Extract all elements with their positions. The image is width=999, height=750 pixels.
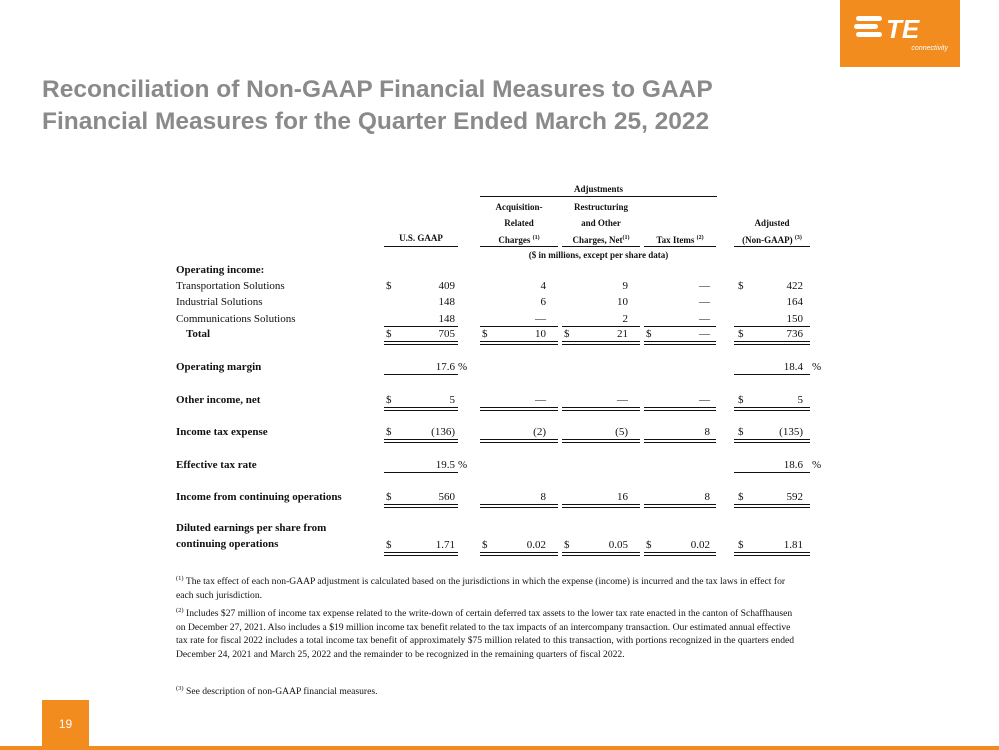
income-tax-gaap: (136)	[431, 426, 455, 438]
subtotal-rule	[480, 326, 558, 327]
header-rule-tax	[644, 246, 716, 247]
comms-gaap: 148	[438, 313, 455, 325]
col-header-acq-line2: Related	[504, 218, 534, 228]
value-double-rule	[734, 407, 810, 411]
subtotal-rule	[562, 326, 640, 327]
value-double-rule	[384, 439, 458, 443]
logo-subtext: connectivity	[911, 45, 948, 52]
percent-sign: %	[812, 361, 822, 373]
dollar-sign: $	[564, 328, 570, 340]
header-rule-rest	[562, 246, 640, 247]
industrial-adj: 164	[786, 296, 803, 308]
industrial-gaap: 148	[438, 296, 455, 308]
cont-ops-acq: 8	[540, 491, 546, 503]
col-header-rest-line1: Restructuring	[574, 202, 628, 212]
comms-acq: —	[535, 313, 546, 325]
transport-acq: 4	[540, 280, 546, 292]
header-rule-adj	[734, 246, 810, 247]
row-label-operating-margin: Operating margin	[176, 361, 262, 373]
total-acq: 10	[535, 328, 546, 340]
other-income-acq: —	[535, 394, 546, 406]
te-connectivity-logo	[840, 0, 960, 67]
value-double-rule	[562, 407, 640, 411]
cont-ops-tax: 8	[704, 491, 710, 503]
op-margin-gaap: 17.6	[435, 361, 455, 373]
dollar-sign: $	[386, 394, 392, 406]
subtotal-rule	[734, 326, 810, 327]
industrial-rest: 10	[617, 296, 628, 308]
units-note: ($ in millions, except per share data)	[528, 250, 669, 260]
header-rule-gaap	[384, 246, 458, 247]
row-label-transportation: Transportation Solutions	[176, 280, 285, 292]
footnote-3: $^{(3)}$ See description of non-GAAP financial measures.	[176, 685, 378, 698]
other-income-tax: —	[699, 394, 710, 406]
total-rest: 21	[617, 328, 628, 340]
value-rule	[384, 374, 458, 375]
value-double-rule	[480, 407, 558, 411]
eff-tax-adj: 18.6	[783, 459, 803, 471]
value-rule	[734, 472, 810, 473]
header-rule-acq	[480, 246, 558, 247]
transport-rest: 9	[622, 280, 628, 292]
income-tax-acq: (2)	[533, 426, 546, 438]
dollar-sign: $	[386, 539, 392, 551]
row-label-effective-tax-rate: Effective tax rate	[176, 459, 257, 471]
value-double-rule	[480, 439, 558, 443]
bottom-accent-rule	[0, 746, 999, 750]
dollar-sign: $	[646, 328, 652, 340]
cont-ops-gaap: 560	[438, 491, 455, 503]
cont-ops-rest: 16	[617, 491, 628, 503]
value-rule	[384, 472, 458, 473]
footnote-1: $^{(1)}$ The tax effect of each non-GAAP adjustment is calculated based on the jurisdictions in which the expense (income) is incurred and the tax laws in effect for each such jurisdiction.	[176, 575, 786, 601]
op-margin-adj: 18.4	[783, 361, 803, 373]
total-double-rule	[480, 341, 558, 345]
te-logo-mark-icon	[854, 10, 946, 44]
other-income-gaap: 5	[449, 394, 455, 406]
eps-rest: 0.05	[608, 539, 628, 551]
value-double-rule	[644, 504, 716, 508]
dollar-sign: $	[386, 328, 392, 340]
industrial-acq: 6	[540, 296, 546, 308]
dollar-sign: $	[738, 328, 744, 340]
transport-tax: —	[699, 280, 710, 292]
dollar-sign: $	[738, 280, 744, 292]
value-double-rule	[644, 552, 716, 556]
total-double-rule	[562, 341, 640, 345]
dollar-sign: $	[386, 491, 392, 503]
income-tax-adj: (135)	[779, 426, 803, 438]
value-double-rule	[734, 439, 810, 443]
adjustments-rule	[480, 196, 717, 197]
total-adj: 736	[786, 328, 803, 340]
title-line-1: Reconciliation of Non-GAAP Financial Measures to GAAP	[42, 76, 713, 103]
dollar-sign: $	[738, 394, 744, 406]
comms-rest: 2	[622, 313, 628, 325]
subtotal-rule	[384, 326, 458, 327]
row-label-communications: Communications Solutions	[176, 313, 296, 325]
value-double-rule	[480, 552, 558, 556]
income-tax-rest: (5)	[615, 426, 628, 438]
dollar-sign: $	[386, 426, 392, 438]
percent-sign: %	[458, 361, 468, 373]
col-header-tax: Tax Items $^{(2)}$	[656, 235, 704, 245]
industrial-tax: —	[699, 296, 710, 308]
svg-text:TE: TE	[886, 14, 920, 44]
col-header-rest-line3: Charges, Net$^{(1)}$	[572, 235, 630, 245]
value-double-rule	[562, 439, 640, 443]
eps-tax: 0.02	[690, 539, 710, 551]
transport-gaap: 409	[438, 280, 455, 292]
percent-sign: %	[458, 459, 468, 471]
comms-adj: 150	[786, 313, 803, 325]
value-double-rule	[480, 504, 558, 508]
adjustments-header: Adjustments	[573, 184, 623, 194]
row-label-industrial: Industrial Solutions	[176, 296, 263, 308]
income-tax-tax: 8	[704, 426, 710, 438]
dollar-sign: $	[386, 280, 392, 292]
page-title	[42, 74, 842, 138]
value-double-rule	[384, 407, 458, 411]
col-header-acq-line1: Acquisition-	[495, 202, 543, 212]
dollar-sign: $	[646, 539, 652, 551]
value-rule	[734, 374, 810, 375]
total-double-rule	[734, 341, 810, 345]
total-gaap: 705	[438, 328, 455, 340]
subtotal-rule	[644, 326, 716, 327]
total-double-rule	[644, 341, 716, 345]
total-double-rule	[384, 341, 458, 345]
dollar-sign: $	[738, 426, 744, 438]
dollar-sign: $	[564, 539, 570, 551]
footnote-2: $^{(2)}$ Includes $27 million of income tax expense related to the write-down of certain deferred tax assets to the lower tax rate enacted in the canton of Schaffhausen on December 27, 2021. Also includes a $19 million income tax benefit related to the tax impacts of an intercompany transaction. Our estimated annual effective tax rate for fiscal 2022 includes a total income tax benefit of approximately $75 million related to this transaction, with portions recognized in the quarters ended December 24, 2021 and March 25, 2022 and the remainder to be recognized in the remaining quarters of fiscal 2022.	[176, 607, 795, 660]
dollar-sign: $	[482, 328, 488, 340]
value-double-rule	[734, 504, 810, 508]
value-double-rule	[562, 552, 640, 556]
other-income-rest: —	[617, 394, 628, 406]
value-double-rule	[384, 552, 458, 556]
dollar-sign: $	[738, 491, 744, 503]
eff-tax-gaap: 19.5	[435, 459, 455, 471]
comms-tax: —	[699, 313, 710, 325]
eps-adj: 1.81	[783, 539, 803, 551]
col-header-gaap: U.S. GAAP	[399, 233, 443, 243]
eps-gaap: 1.71	[435, 539, 455, 551]
col-header-acq-line3: Charges $^{(1)}$	[498, 235, 540, 245]
section-operating-income: Operating income:	[176, 264, 265, 276]
cont-ops-adj: 592	[786, 491, 803, 503]
row-label-income-tax: Income tax expense	[176, 426, 268, 438]
other-income-adj: 5	[797, 394, 803, 406]
title-line-2: Financial Measures for the Quarter Ended March 25, 2022	[42, 108, 710, 135]
total-tax: —	[699, 328, 710, 340]
value-double-rule	[644, 407, 716, 411]
row-label-other-income: Other income, net	[176, 394, 261, 406]
transport-adj: 422	[786, 280, 803, 292]
value-double-rule	[562, 504, 640, 508]
row-label-eps-line2: continuing operations	[176, 538, 279, 550]
dollar-sign: $	[482, 539, 488, 551]
percent-sign: %	[812, 459, 822, 471]
value-double-rule	[644, 439, 716, 443]
col-header-adj-line1: Adjusted	[754, 218, 790, 228]
row-label-continuing-ops: Income from continuing operations	[176, 491, 342, 503]
row-label-total: Total	[186, 328, 211, 340]
eps-acq: 0.02	[526, 539, 546, 551]
row-label-eps-line1: Diluted earnings per share from	[176, 522, 327, 534]
dollar-sign: $	[738, 539, 744, 551]
page-number: 19	[42, 700, 89, 747]
value-double-rule	[384, 504, 458, 508]
col-header-rest-line2: and Other	[581, 218, 621, 228]
value-double-rule	[734, 552, 810, 556]
col-header-adj-line2: (Non-GAAP) $^{(3)}$	[742, 235, 802, 245]
